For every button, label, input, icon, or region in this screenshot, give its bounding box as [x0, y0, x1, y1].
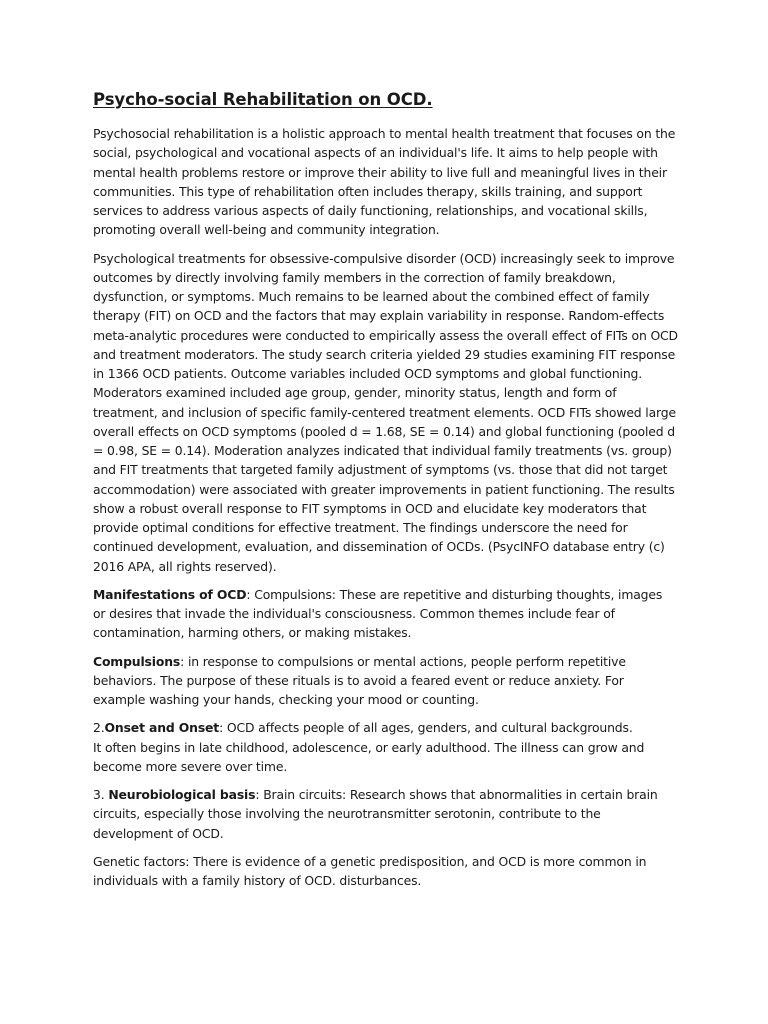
document-title: Psycho-social Rehabilitation on OCD.: [93, 90, 433, 109]
paragraph-onset: [93, 718, 678, 776]
document-page: [93, 88, 678, 899]
paragraph-family-therapy-meta-analysis: Psychological treatments for obsessive-compulsive disorder (OCD) increasingly seek to improve outcomes by directly involving family members in the correction of family breakdown, dysfunction, or symptoms. Much remains to be learned about the combined effect of family therapy (FIT) on OCD and the factors that may explain variability in response. Random-effects meta-analytic procedures were conducted to empirically assess the overall effect of FITs on OCD and treatment moderators. The study search criteria yielded 29 studies examining FIT response in 1366 OCD patients. Outcome variables included OCD symptoms and global functioning. Moderators examined included age group, gender, minority status, length and form of treatment, and inclusion of specific family-centered treatment elements. OCD FITs showed large overall effects on OCD symptoms (pooled d = 1.68, SE = 0.14) and global functioning (pooled d = 0.98, SE = 0.14). Moderation analyzes indicated that individual family treatments (vs. group) and FIT treatments that targeted family adjustment of symptoms (vs. those that did not target accommodation) were associated with greater improvements in patient functioning. The results show a robust overall response to FIT symptoms in OCD and elucidate key moderators that provide optimal conditions for effective treatment. The findings underscore the need for continued development, evaluation, and dissemination of OCDs. (PsycINFO database entry (c) 2016 APA, all rights reserved).: [93, 250, 678, 574]
neurobiological-heading: Neurobiological basis: [108, 787, 256, 802]
compulsions-text: : in response to compulsions or mental actions, people perform repetitive behaviors. The purpose of these rituals is to avoid a feared event or reduce anxiety. For example washing your hands, checking your mood or counting.: [93, 653, 626, 707]
onset-text-line2: It often begins in late childhood, adolescence, or early adulthood. The illness can grow and become more severe over time.: [93, 739, 645, 774]
manifestations-heading: Manifestations of OCD: [93, 586, 247, 602]
paragraph-manifestations: [93, 585, 678, 643]
onset-number: 2.: [93, 720, 105, 736]
paragraph-psychosocial-rehabilitation: Psychosocial rehabilitation is a holistic approach to mental health treatment that focuses on the social, psychological and vocational aspects of an individual's life. It aims to help people with mental health problems restore or improve their ability to live full and meaningful lives in their communities. This type of rehabilitation often includes therapy, skills training, and support services to address various aspects of daily functioning, relationships, and vocational skills, promoting overall well-being and community integration.: [93, 126, 676, 238]
manifestations-text: : Compulsions: These are repetitive and disturbing thoughts, images or desires that invade the individual's consciousness. Common themes include fear of contamination, harming others, or making mistakes.: [93, 586, 663, 641]
onset-text-line1: : OCD affects people of all ages, genders, and cultural backgrounds.: [219, 720, 633, 736]
compulsions-heading: Compulsions: [93, 653, 181, 669]
paragraph-genetic-factors: Genetic factors: There is evidence of a genetic predisposition, and OCD is more common in individuals with a family history of OCD. disturbances.: [93, 853, 647, 888]
onset-heading: Onset and Onset: [104, 720, 220, 736]
neurobiological-number: 3.: [93, 787, 109, 802]
neurobiological-text: : Brain circuits: Research shows that abnormalities in certain brain circuits, especially those involving the neurotransmitter serotonin, contribute to the development of OCD.: [93, 787, 658, 841]
paragraph-neurobiological-basis: [93, 785, 678, 843]
paragraph-compulsions: [93, 652, 678, 710]
